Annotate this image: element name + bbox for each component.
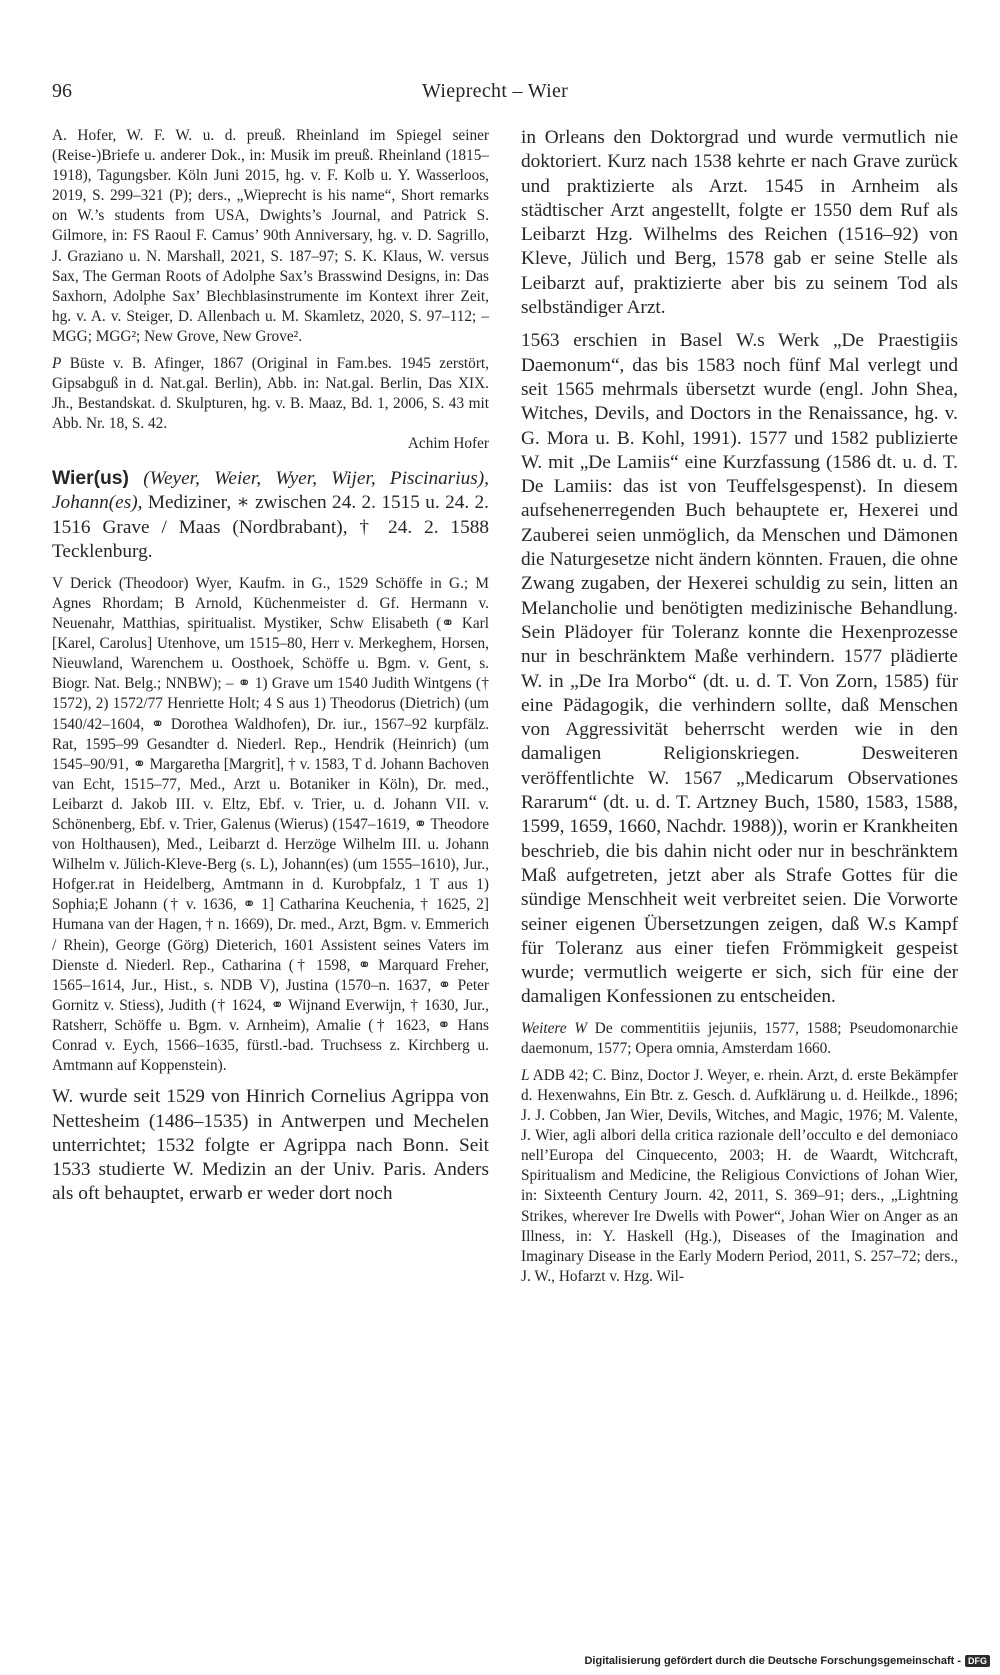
entry-heading [52,467,489,565]
genealogy: V Derick (Theodoor) Wyer, Kaufm. in G., 1529 Schöffe in G.; M Agnes Rhordam; B Arnold, Küchenmeister d. Gf. Hermann v. Neuenahr, Matthias, spiritualist. Mystiker, Schw Elisabeth (⚭ Karl [Karel, Carolus] Utenhove, um 1515–80, Herr v. Merkeghem, Horsen, Nieuwland, Warenchem u. Oosthoek, Schöffe u. Bgm. v. Gent, s. Biogr. Nat. Belg.; NNBW); – ⚭ 1) Grave um 1540 Judith Wintgens († 1572), 2) 1572/77 Henriette Holt; 4 S aus 1) Theodorus (Dietrich) (um 1540/42–1604, ⚭ Dorothea Waldhofen), Dr. iur., 1567–92 kurpfälz. Rat, 1595–99 Gesandter d. Niederl. Rep., Hendrik (Heinrich) (um 1545–90/91, ⚭ Margaretha [Margrit], † v. 1583, T d. Johann Bachoven van Echt, 1515–77, Med., Arzt u. Botaniker in Köln), Dr. med., Leibarzt d. Jakob III. v. Eltz, Ebf. v. Trier, u. d. Johann VII. v. Schönenberg, Ebf. v. Trier, Galenus (Wierus) (1547–1619, ⚭ Theodore von Holthausen), Med., Leibarzt d. Herzöge Wilhelm III. u. Johann Wilhelm v. Jülich-Kleve-Berg (s. L), Johann(es) (um 1555–1610), Jur., Hofger.rat in Heidelberg, Amtmann in d. Kurobpfalz, 1 T aus 1) Sophia;E Johann († v. 1636, ⚭ 1] Catharina Keuchenia, † 1625, 2] Humana van der Hagen, † n. 1669), Dr. med., Arzt, Bgm. v. Emmerich / Rhein), George (Görg) Dieterich, 1601 Assistent seines Vaters im Dienste d. Niederl. Rep., Catharina († 1598, ⚭ Marquard Freher, 1565–1614, Jur., Hist., s. NDB V), Justina (1570–n. 1637, ⚭ Peter Gornitz v. Stiess), Judith († 1624, ⚭ Wijnand Everwijn, † 1630, Jur., Ratsherr, Schöffe u. Bgm. v. Arnheim), Amalie († 1623, ⚭ Hans Conrad v. Eych, 1566–1635, fürstl.-bad. Truchsess z. Kirchberg u. Amtmann auf Koppenstein). [52,574,489,1075]
page-number: 96 [52,80,72,102]
left-column [52,126,489,1207]
literature-text: ADB 42; C. Binz, Doctor J. Weyer, e. rhein. Arzt, d. erste Bekämpfer d. Hexenwahns, Ein Btr. z. Gesch. d. Aufklärung u. d. Heilkde., 1896; J. J. Cobben, Jan Wier, Devils, Witches, and Magic, 1976; M. Valente, J. Wier, agli albori della critica razionale dell’occulto e del demoniaco nell’Europa del Cinquecento, 2003; H. de Waardt, Witchcraft, Spiritualism and Medicine, the Religious Convictions of Johan Wier, in: Sixteenth Century Journ. 42, 2011, S. 369–91; ders., „Lightning Strikes, wherever Ire Dwells with Power“, Johan Wier on Anger as an Illness, in: Y. Haskell (Hg.), Diseases of the Imagination and Imaginary Disease in the Early Modern Period, 2011, S. 257–72; ders., J. W., Hofarzt v. Hzg. Wil- [521,1066,958,1285]
further-works-text: De commentitiis jejuniis, 1577, 1588; Pseudomonarchie daemonum, 1577; Opera omnia, Amsterdam 1660. [521,1019,958,1057]
portrait-text: Büste v. B. Afinger, 1867 (Original in Fam.bes. 1945 zerstört, Gipsabguß in d. Nat.gal. Berlin), Abb. in: Nat.gal. Berlin, Das XIX. Jh., Bestandskat. d. Skulpturen, hg. v. B. Maaz, Bd. 1, 2006, S. 43 mit Abb. Nr. 18, S. 42. [52,355,489,433]
biography-works: 1563 erschien in Basel W.s Werk „De Praestigiis Daemonum“, das bis 1583 noch fünf Mal verlegt und seit 1565 mehrmals übersetzt wurde (engl. John Shea, Witches, Devils, and Doctors in the Renaissance, hg. v. G. Mora u. B. Kohl, 1991). 1577 und 1582 publizierte W. mit „De Lamiis“ eine Kurzfassung (1586 dt. u. d. T. De Lamiis: das ist von Teuffelsgespenst). In diesem aufsehenerregenden Buch behauptete er, Hexerei und Zauberei seien unmöglich, da Menschen und Dämonen die Naturgesetze nicht ändern könnten. Frauen, die ohne Zwang zugaben, der Hexerei schuldig zu sein, litten an Melancholie und benötigten medizinische Behandlung. Sein Plädoyer für Toleranz konnte die Hexenprozesse nur in beschränktem Maße verhindern. 1577 plädierte W. in „De Ira Morbo“ (dt. u. d. T. Von Zorn, 1585) für eine Pädagogik, die verhindern sollte, daß Menschen von Aggressivität beherrscht werden wie in den damaligen Religionskriegen. Desweiteren veröffentlichte W. 1567 „Medicarum Observationes Rararum“ (dt. u. d. T. Artzney Buch, 1580, 1583, 1588, 1599, 1659, 1660, Nachdr. 1988)), worin er Krankheiten beschrieb, die bis dahin nicht oder nur in beschränktem Maß aufgetreten, jetzt aber als Strafe Gottes für die sündige Menschheit weit verbreitet seien. Die Vorworte seiner eigenen Übersetzungen zeigen, daß W.s Kampf für Toleranz aus einer tiefen Frömmigkeit gespeist wurde; vermutlich weigerte er sich, sich für eine der damaligen Konfessionen zu entscheiden. [521,330,958,1008]
further-works-label: Weitere W [521,1019,588,1037]
funding-footer [584,1655,990,1667]
further-works [521,1019,958,1059]
dfg-logo: DFG [965,1655,990,1667]
portrait-note [52,354,489,434]
funding-note: Digitalisierung gefördert durch die Deutsche Forschungsgemeinschaft - [584,1655,961,1667]
entry-variants: (Weyer, Weier, Wyer, Wijer, Piscinarius), Johann(es), [52,467,489,514]
biography-continued: in Orleans den Doktorgrad und wurde vermutlich nie doktoriert. Kurz nach 1538 kehrte er nach Grave zurück und praktizierte als Arzt. 1545 in Arnheim als städtischer Arzt angestellt, folgte er 1550 dem Ruf als Leibarzt Hzg. Wilhelms des Reichen (1516–92) von Kleve, Jülich und Berg, 1578 gab er seine Stelle als Leibarzt auf, praktizierte aber bis zu seinem Tod als selbständiger Arzt. [521,127,958,319]
biography-start: W. wurde seit 1529 von Hinrich Cornelius Agrippa von Nettesheim (1486–1535) in Antwerpen und Mechelen unterrichtet; 1532 folgte er Agrippa nach Bonn. Seit 1533 studierte W. Medizin an der Univ. Paris. Anders als oft behauptet, erwarb er weder dort noch [52,1086,489,1205]
running-head: Wieprecht – Wier [422,80,569,102]
literature [521,1066,958,1287]
literature-continued: A. Hofer, W. F. W. u. d. preuß. Rheinland im Spiegel seiner (Reise-)Briefe u. anderer Dok., in: Musik im preuß. Rheinland (1815–1918), Tagungsber. Köln Juni 2015, hg. v. F. Kolb u. Y. Wasserloos, 2019, S. 299–321 (P); ders., „Wieprecht is his name“, Short remarks on W.’s students from USA, Dwights’s Journal, and Patrick S. Gilmore, in: FS Raoul F. Camus’ 90th Anniversary, hg. v. D. Sagrillo, J. Graziano u. N. Marshall, 2021, S. 187–97; S. K. Klaus, W. versus Sax, The German Roots of Adolphe Sax’s Brasswind Designs, in: Das Saxhorn, Adolphe Sax’ Blechblasinstrumente im Kontext ihrer Zeit, hg. v. A. v. Steiger, D. Allenbach u. M. Skamletz, 2020, S. 97–112; – MGG; MGG²; New Grove, New Grove². [52,127,489,345]
article-author: Achim Hofer [407,435,489,453]
entry-lemma: Wier(us) [52,467,129,489]
literature-label: L [521,1066,530,1084]
entry-life-dates: Mediziner, ∗ zwischen 24. 2. 1515 u. 24. 2. 1516 Grave / Maas (Nordbrabant), † 24. 2. 1588 Tecklenburg. [52,492,489,563]
right-column [521,126,958,1287]
portrait-label: P [52,355,62,373]
